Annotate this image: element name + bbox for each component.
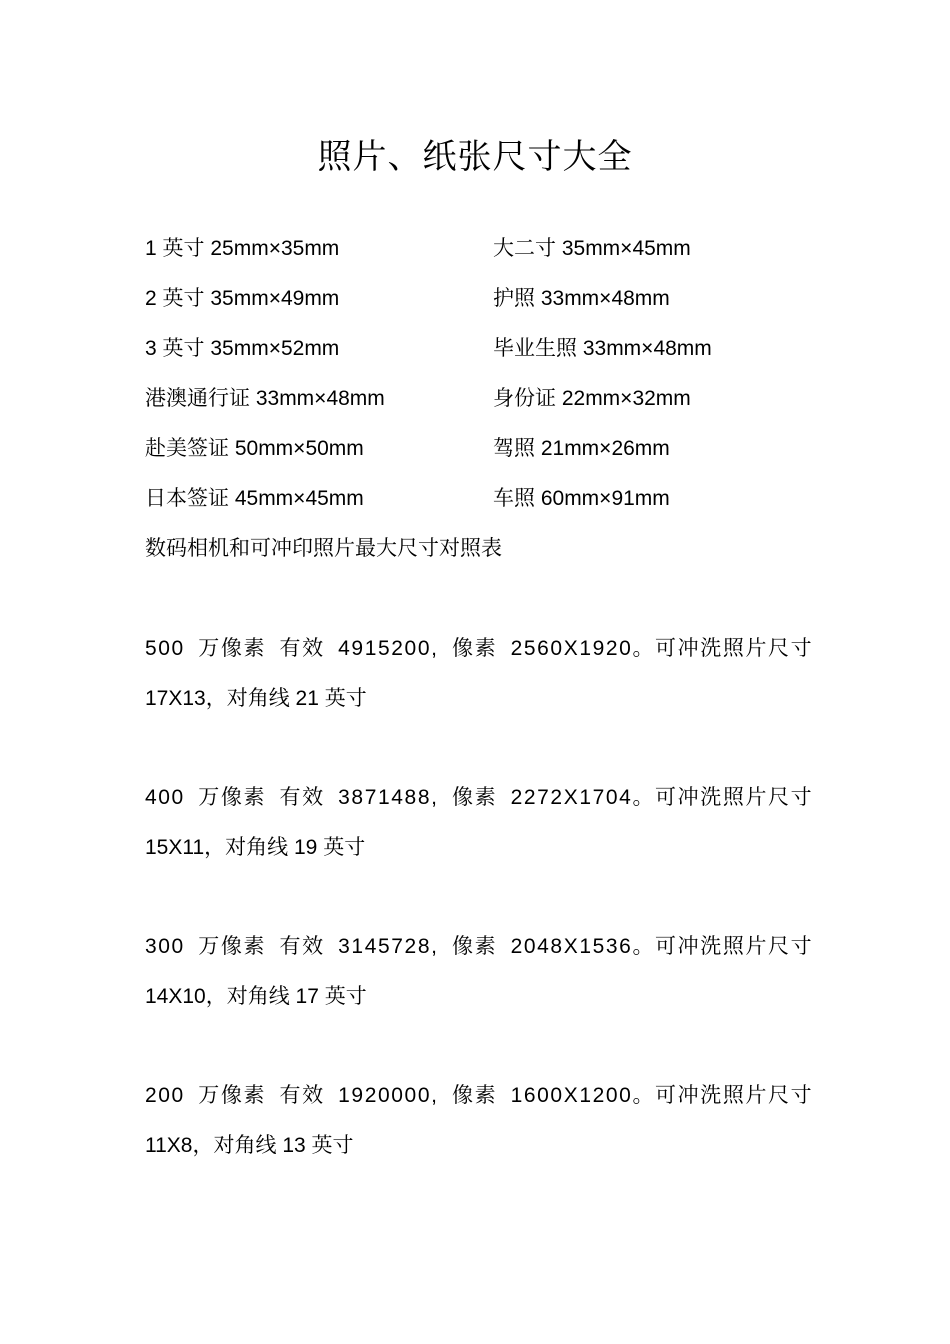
camera-entry-line: 500 万像素 有效 4915200, 像素 2560X1920。可冲洗照片尺寸 — [145, 637, 814, 660]
camera-entry-line: 14X10，对角线 17 英寸 — [145, 985, 367, 1008]
camera-entry-line: 15X11，对角线 19 英寸 — [145, 836, 366, 859]
page-title: 照片、纸张尺寸大全 — [317, 137, 633, 177]
size-item: 驾照 21mm×26mm — [493, 437, 670, 460]
size-item: 护照 33mm×48mm — [493, 287, 670, 310]
size-row — [145, 376, 845, 426]
size-item: 3 英寸 35mm×52mm — [145, 337, 340, 360]
size-item: 赴美签证 50mm×50mm — [145, 437, 364, 460]
camera-entry-line: 200 万像素 有效 1920000, 像素 1600X1200。可冲洗照片尺寸 — [145, 1084, 814, 1107]
camera-table-heading: 数码相机和可冲印照片最大尺寸对照表 — [145, 537, 502, 560]
camera-entry — [145, 775, 825, 875]
size-item: 大二寸 35mm×45mm — [493, 237, 691, 260]
camera-entry-line: 300 万像素 有效 3145728, 像素 2048X1536。可冲洗照片尺寸 — [145, 935, 814, 958]
size-item: 日本签证 45mm×45mm — [145, 487, 364, 510]
size-row — [145, 326, 845, 376]
size-row — [145, 226, 845, 276]
size-item: 车照 60mm×91mm — [493, 487, 670, 510]
size-item: 毕业生照 33mm×48mm — [493, 337, 712, 360]
size-item: 1 英寸 25mm×35mm — [145, 237, 340, 260]
size-item: 2 英寸 35mm×49mm — [145, 287, 340, 310]
size-row — [145, 276, 845, 326]
size-row — [145, 476, 845, 526]
photo-size-list — [145, 226, 845, 526]
camera-entry-line: 17X13，对角线 21 英寸 — [145, 687, 367, 710]
camera-entry-line: 400 万像素 有效 3871488, 像素 2272X1704。可冲洗照片尺寸 — [145, 786, 814, 809]
size-item: 身份证 22mm×32mm — [493, 387, 691, 410]
camera-entry — [145, 924, 825, 1024]
camera-entry-line: 11X8，对角线 13 英寸 — [145, 1134, 354, 1157]
camera-entry — [145, 626, 825, 726]
size-item: 港澳通行证 33mm×48mm — [145, 387, 385, 410]
size-row — [145, 426, 845, 476]
camera-entry — [145, 1073, 825, 1173]
